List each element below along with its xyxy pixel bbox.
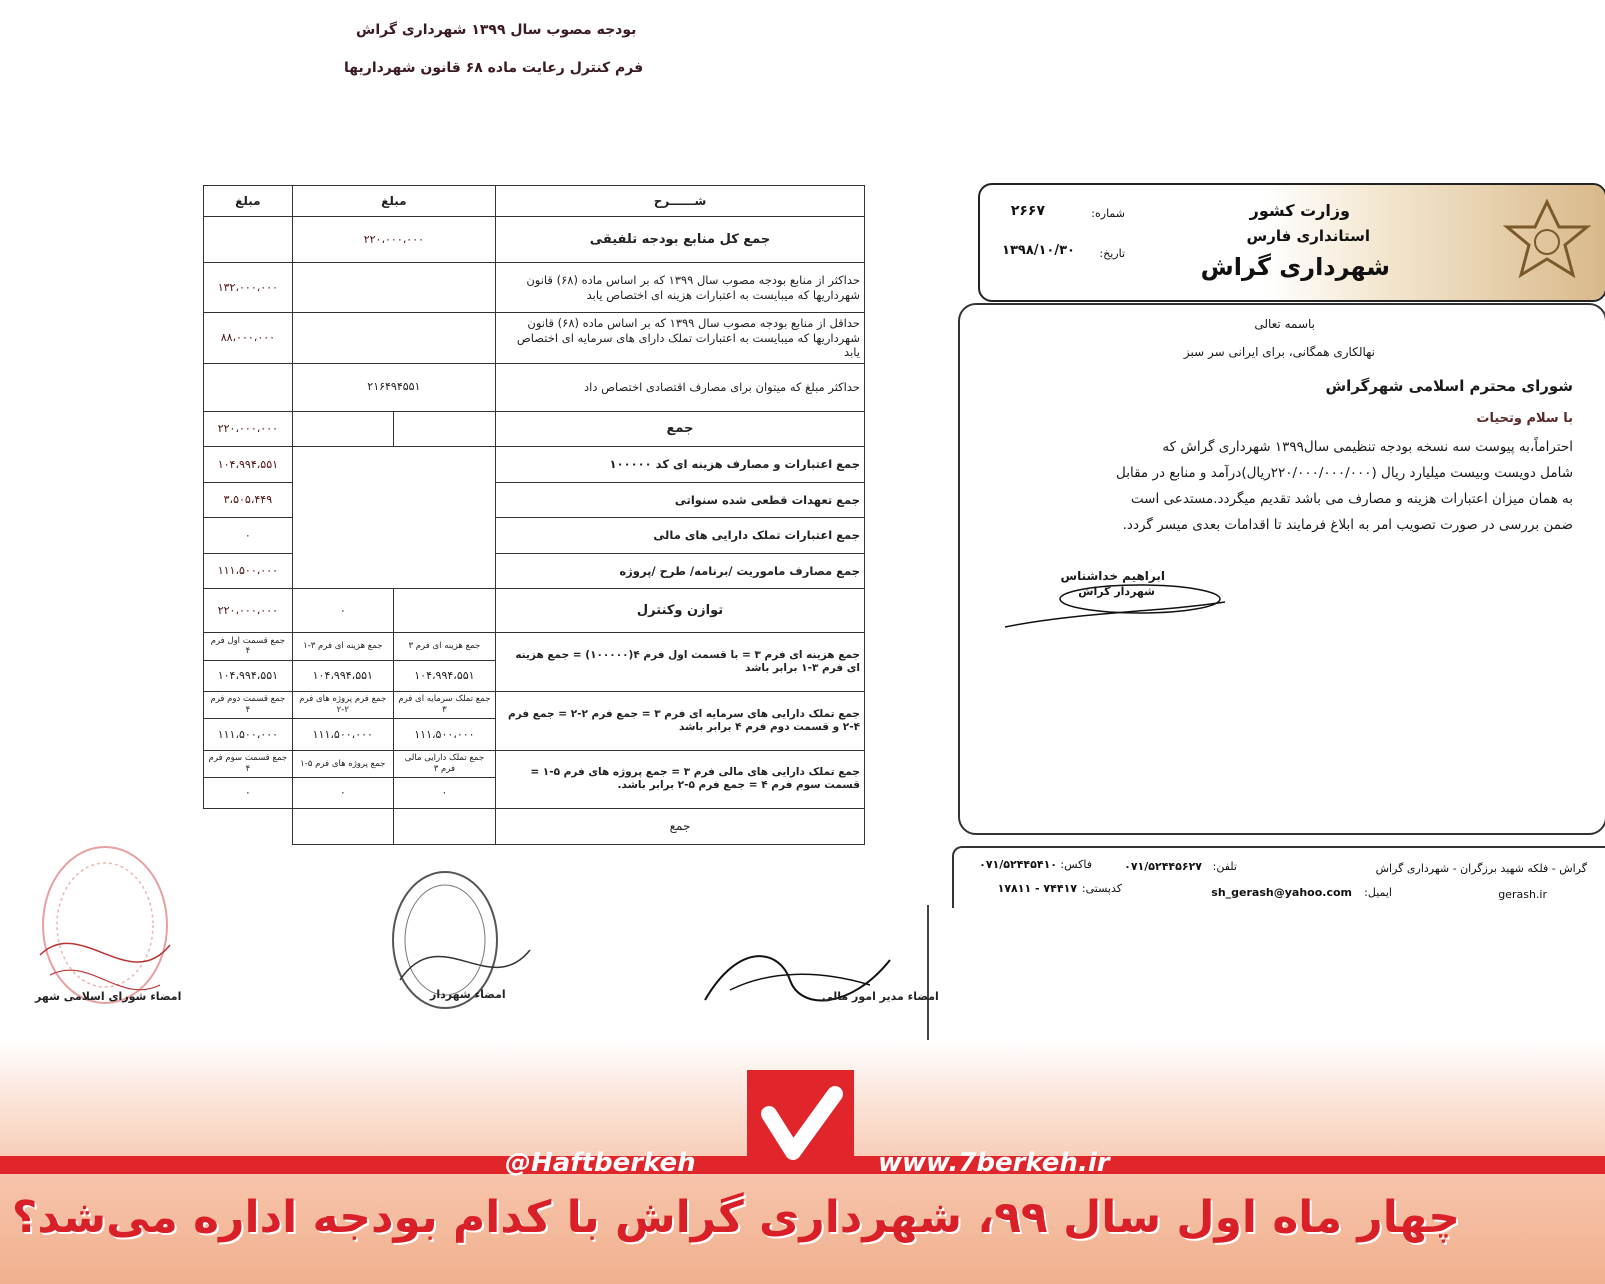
row-right-value: ۱۱۱،۵۰۰،۰۰۰ <box>204 553 293 589</box>
footer-fax: ۰۷۱/۵۲۴۴۵۴۱۰ <box>979 858 1057 871</box>
row-mid-value <box>292 263 495 313</box>
table-footer-cell <box>292 809 393 845</box>
province-title: استانداری فارس <box>1246 227 1370 245</box>
row-right-value: ۰ <box>204 518 293 554</box>
header-desc: شــــــرح <box>496 186 865 217</box>
table-footer-label: جمع <box>496 809 865 845</box>
check-label: جمع هزینه ای فرم ۳ <box>393 633 495 660</box>
footer-fax-label: فاکس: <box>1060 858 1092 871</box>
check-label: جمع قسمت دوم فرم ۴ <box>204 691 293 718</box>
municipality-logo-icon <box>1497 197 1597 287</box>
row-mid-value <box>292 411 393 447</box>
row-desc: حداکثر از منابع بودجه مصوب سال ۱۳۹۹ که بر اساس ماده (۶۸) قانون شهرداریها که میبایست به اعتبارات هزینه ای اختصاص یابد <box>496 263 865 313</box>
row-desc: جمع اعتبارات و مصارف هزینه ای کد ۱۰۰۰۰۰ <box>496 447 865 483</box>
check-desc: جمع هزینه ای فرم ۳ = با قسمت اول فرم ۴(۱۰۰۰۰۰) = جمع هزینه ای فرم ۳-۱ برابر باشد <box>496 633 865 692</box>
check-value: ۰ <box>292 778 393 809</box>
body-line-1: احتراماً،به پیوست سه نسخه بودجه تنظیمی سال۱۳۹۹ شهرداری گراش که <box>1162 439 1573 455</box>
footer-email: sh_gerash@yahoo.com <box>1211 886 1352 899</box>
row-mid-value <box>292 447 495 589</box>
council-signature-label: امضاء شورای اسلامی شهر <box>35 990 182 1003</box>
signer-name: ابراهیم خداشناس <box>1060 569 1165 583</box>
municipality-seal-stamp <box>380 860 540 1030</box>
letter-number-value: ۲۶۶۷ <box>1010 203 1045 219</box>
row-mid-value: ۰ <box>292 589 393 633</box>
website-url: www.7berkeh.ir <box>878 1148 1110 1178</box>
letter-number-label: شماره: <box>1091 207 1125 220</box>
check-value: ۱۰۴،۹۹۴،۵۵۱ <box>393 660 495 691</box>
footer-postal: ۷۴۴۱۷ - ۱۷۸۱۱ <box>997 882 1077 895</box>
letter-date-label: تاریخ: <box>1099 247 1125 260</box>
basmala: باسمه تعالی <box>1254 317 1315 331</box>
header-amount-1: مبلغ <box>292 186 495 217</box>
row-mid-value: ۲۱۶۴۹۴۵۵۱ <box>292 363 495 411</box>
row-right-value: ۳،۵۰۵،۴۴۹ <box>204 482 293 518</box>
headline: چهار ماه اول سال ۹۹، شهرداری گراش با کدام بودجه اداره می‌شد؟ <box>11 1192 1460 1243</box>
body-line-2: شامل دویست وبیست میلیارد ریال (۲۲۰/۰۰۰/۰۰۰/۰۰۰ریال)درآمد و منابع در مقابل <box>1116 465 1573 481</box>
body-line-3: به همان میزان اعتبارات هزینه و مصارف می باشد تقدیم میگردد.مستدعی است <box>1130 491 1573 507</box>
form-title-line2: فرم کنترل رعایت ماده ۶۸ قانون شهرداریها <box>344 60 644 76</box>
row-desc: جمع <box>496 411 865 447</box>
check-value: ۱۰۴،۹۹۴،۵۵۱ <box>204 660 293 691</box>
greeting: با سلام وتحیات <box>1476 411 1573 426</box>
mayor-signature-label: امضاء شهردار <box>430 988 506 1001</box>
row-right-value <box>204 363 293 411</box>
form-title-line1: بودجه مصوب سال ۱۳۹۹ شهرداری گراش <box>356 22 637 38</box>
row-mid-value: ۲۲۰،۰۰۰،۰۰۰ <box>292 217 495 263</box>
letter-body <box>958 303 1605 835</box>
check-label: جمع فرم پروژه های فرم ۲-۲ <box>292 691 393 718</box>
vertical-divider <box>927 905 929 1040</box>
row-desc: جمع اعتبارات تملک دارایی های مالی <box>496 518 865 554</box>
row-desc: جمع کل منابع بودجه تلفیقی <box>496 217 865 263</box>
ministry-title: وزارت کشور <box>1249 201 1350 220</box>
finance-signature-label: امضاء مدیر امور مالی <box>822 990 939 1003</box>
social-handle: @Haftberkeh <box>505 1148 696 1178</box>
check-desc: جمع تملک دارایی های سرمایه ای فرم ۳ = جمع فرم ۲-۲ = جمع فرم ۴-۲ و قسمت دوم فرم ۴ برابر باشد <box>496 691 865 750</box>
footer-phone-label: تلفن: <box>1212 860 1237 873</box>
row-desc: حداکثر مبلغ که میتوان برای مصارف اقتصادی اختصاص داد <box>496 363 865 411</box>
row-right-value <box>204 217 293 263</box>
check-value: ۰ <box>204 778 293 809</box>
check-label: جمع قسمت اول فرم ۴ <box>204 633 293 660</box>
check-label: جمع تملک دارایی مالی فرم ۳ <box>393 750 495 777</box>
check-value: ۱۱۱،۵۰۰،۰۰۰ <box>292 719 393 750</box>
row-desc: توازن وکنترل <box>496 589 865 633</box>
haftberkeh-logo <box>747 1070 854 1174</box>
check-value: ۱۱۱،۵۰۰،۰۰۰ <box>204 719 293 750</box>
row-mid-value <box>393 589 495 633</box>
letterhead <box>978 183 1605 302</box>
row-right-value: ۸۸،۰۰۰،۰۰۰ <box>204 313 293 363</box>
footer-address: گراش - فلکه شهید برزگران - شهرداری گراش <box>1375 862 1587 875</box>
row-mid-value <box>393 411 495 447</box>
check-label: جمع قسمت سوم فرم ۴ <box>204 750 293 777</box>
row-desc: جمع تعهدات قطعی شده سنواتی <box>496 482 865 518</box>
table-footer-cell <box>204 809 293 845</box>
mayor-signature-scribble <box>1000 567 1230 637</box>
table-footer-cell <box>393 809 495 845</box>
check-value: ۰ <box>393 778 495 809</box>
council-seal-stamp <box>30 835 180 1035</box>
signer-title: شهردار گراش <box>1078 585 1155 598</box>
row-right-value: ۱۳۲،۰۰۰،۰۰۰ <box>204 263 293 313</box>
row-desc: جمع مصارف ماموریت /برنامه/ طرح /پروژه <box>496 553 865 589</box>
check-label: جمع تملک سرمایه ای فرم ۳ <box>393 691 495 718</box>
slogan: نهالکاری همگانی، برای ایرانی سر سبز <box>1183 345 1375 359</box>
check-value: ۱۱۱،۵۰۰،۰۰۰ <box>393 719 495 750</box>
check-desc: جمع تملک دارایی های مالی فرم ۳ = جمع پروژه های فرم ۵-۱ = قسمت سوم فرم ۴ = جمع فرم ۵-۲ برابر باشد. <box>496 750 865 809</box>
budget-control-table <box>203 185 865 845</box>
header-amount-2: مبلغ <box>204 186 293 217</box>
recipient: شورای محترم اسلامی شهرگراش <box>1325 377 1573 395</box>
letter-footer <box>952 846 1605 908</box>
footer-email-label: ایمیل: <box>1364 886 1392 899</box>
row-desc: حداقل از منابع بودجه مصوب سال ۱۳۹۹ که بر اساس ماده (۶۸) قانون شهرداریها که میبایست به اعتبارات تملک دارای های سرمایه ای اختصاص یابد <box>496 313 865 363</box>
footer-phone: ۰۷۱/۵۲۴۴۵۶۲۷ <box>1124 860 1202 873</box>
check-label: جمع هزینه ای فرم ۳-۱ <box>292 633 393 660</box>
municipality-title: شهرداری گراش <box>1200 253 1390 281</box>
row-right-value: ۲۲۰،۰۰۰،۰۰۰ <box>204 589 293 633</box>
check-mark-icon <box>747 1070 854 1174</box>
row-right-value: ۲۲۰،۰۰۰،۰۰۰ <box>204 411 293 447</box>
row-mid-value <box>292 313 495 363</box>
footer-site: gerash.ir <box>1498 888 1547 901</box>
body-line-4: ضمن بررسی در صورت تصویب امر به ابلاغ فرمایند تا اقدامات بعدی میسر گردد. <box>1122 517 1573 533</box>
check-value: ۱۰۴،۹۹۴،۵۵۱ <box>292 660 393 691</box>
check-label: جمع پروژه های فرم ۵-۱ <box>292 750 393 777</box>
row-right-value: ۱۰۴،۹۹۴،۵۵۱ <box>204 447 293 483</box>
letter-date-value: ۱۳۹۸/۱۰/۳۰ <box>1002 243 1075 258</box>
footer-postal-label: کدپستی: <box>1081 882 1122 895</box>
